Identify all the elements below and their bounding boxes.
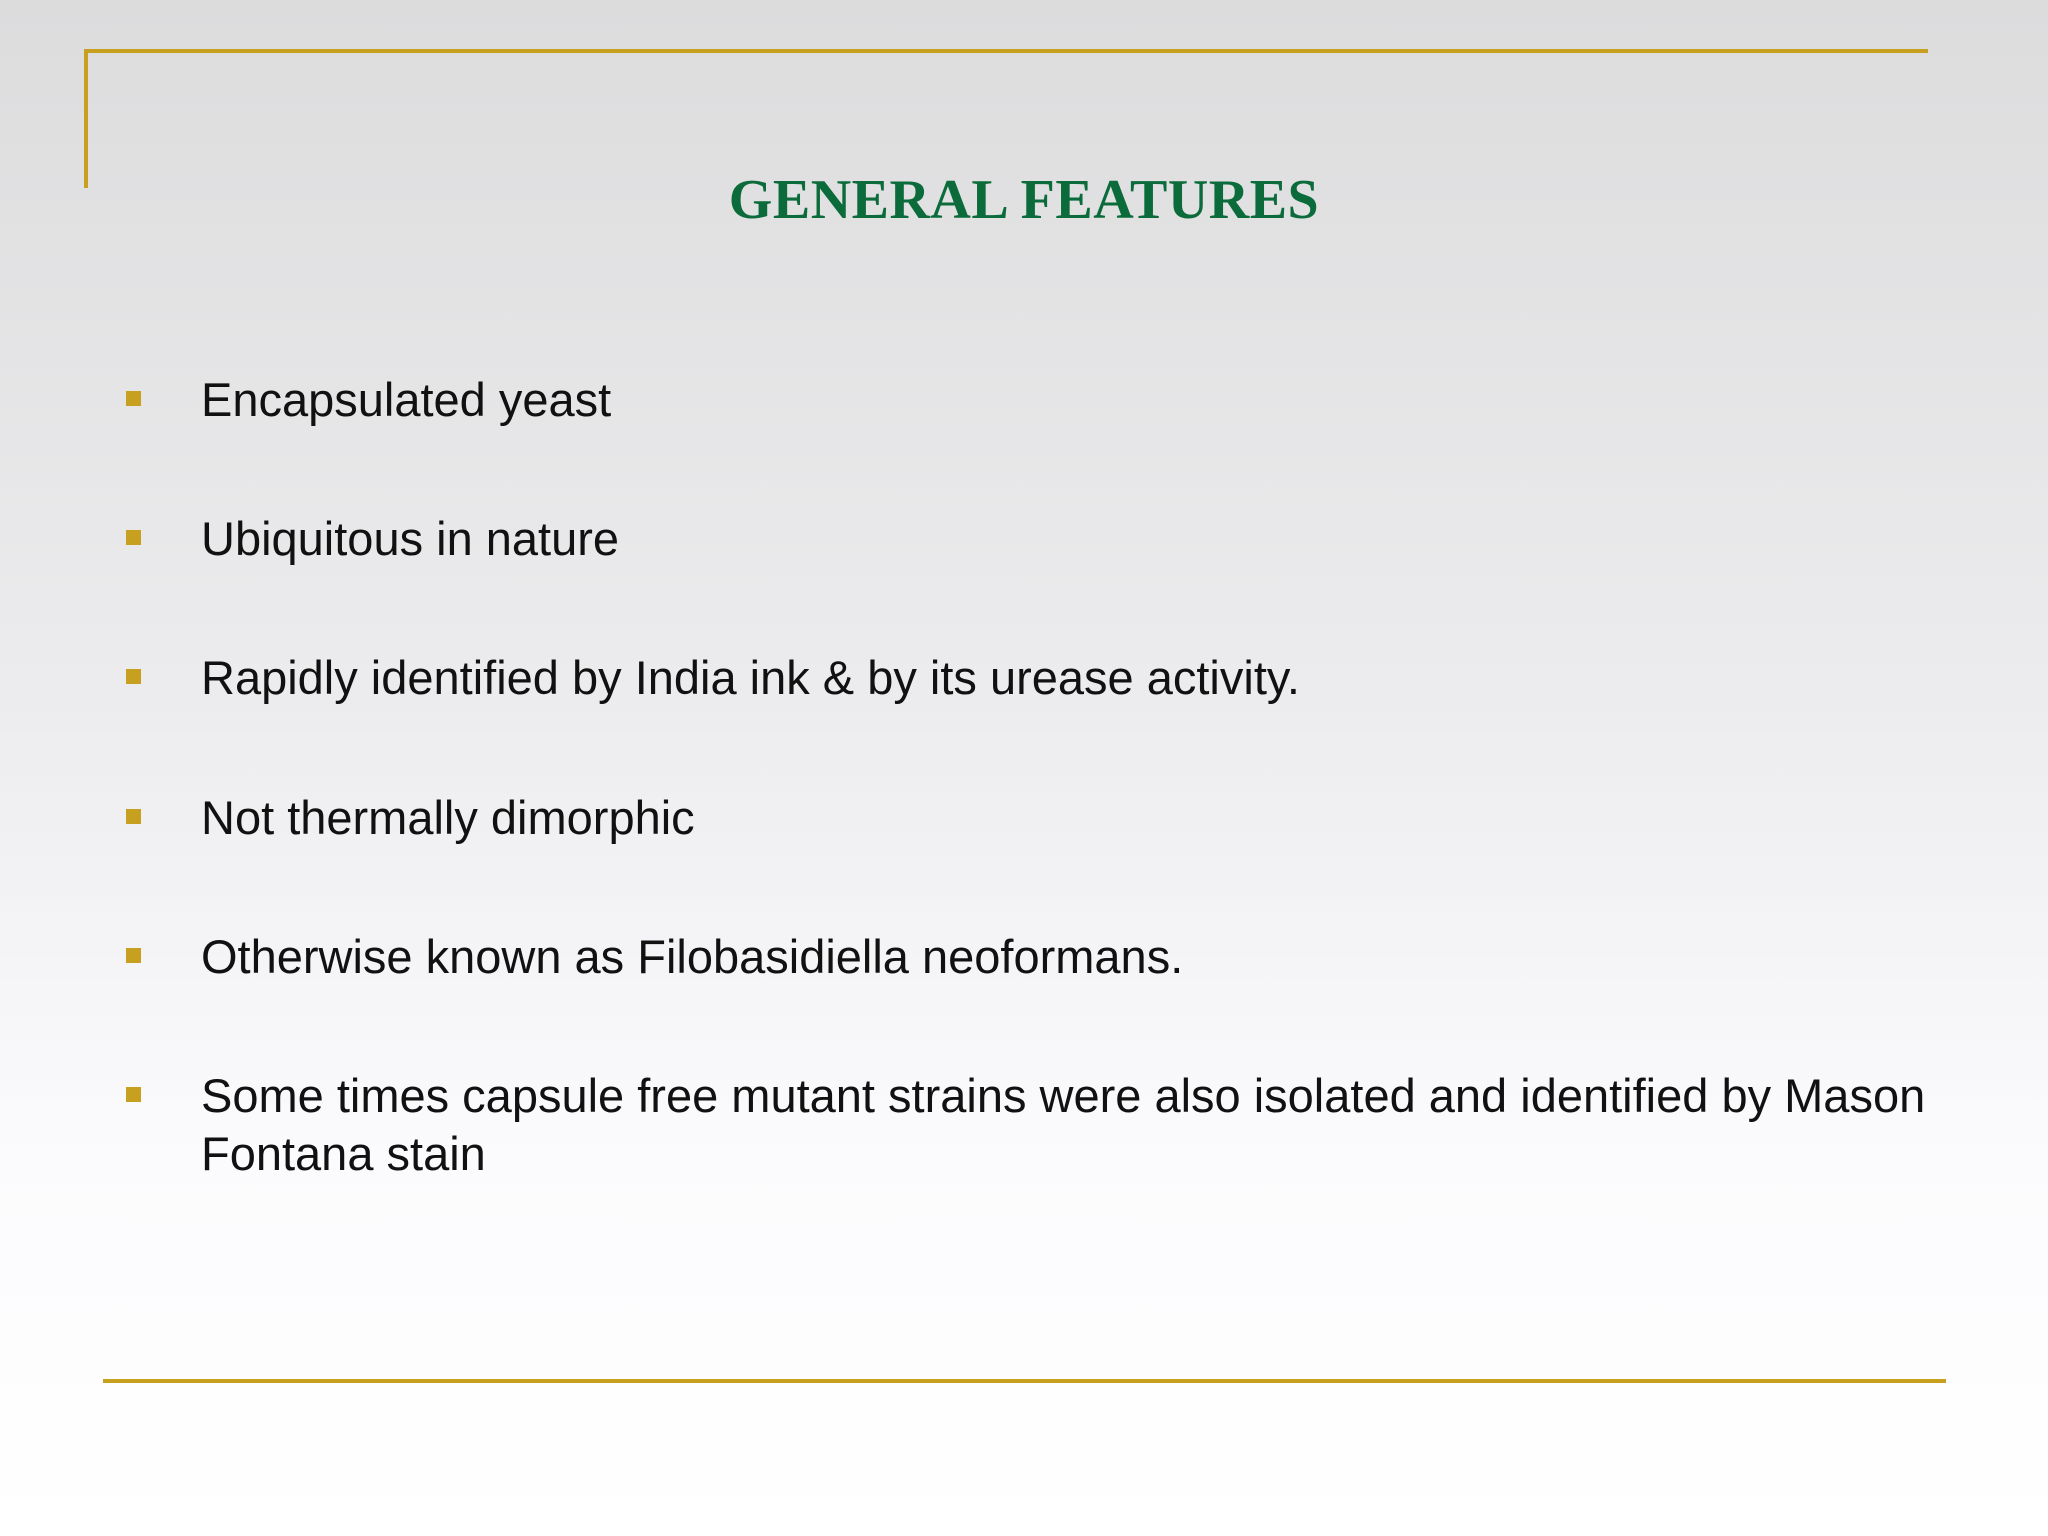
slide-title: GENERAL FEATURES bbox=[728, 169, 1320, 231]
square-bullet-icon bbox=[126, 669, 141, 684]
bullet-text: Some times capsule free mutant strains were also isolated and identified by Mason Fontana stain bbox=[201, 1069, 1926, 1180]
square-bullet-icon bbox=[126, 809, 141, 824]
bullet-text: Encapsulated yeast bbox=[201, 373, 612, 426]
square-bullet-icon bbox=[126, 1087, 141, 1102]
square-bullet-icon bbox=[126, 948, 141, 963]
bullet-text: Ubiquitous in nature bbox=[201, 512, 620, 565]
square-bullet-icon bbox=[126, 530, 141, 545]
square-bullet-icon bbox=[126, 391, 141, 406]
bullet-text: Rapidly identified by India ink & by its urease activity. bbox=[201, 651, 1300, 704]
bottom-frame-line bbox=[103, 1379, 1946, 1383]
bullet-text: Not thermally dimorphic bbox=[201, 791, 695, 844]
bullet-text: Otherwise known as Filobasidiella neoformans. bbox=[201, 930, 1184, 983]
